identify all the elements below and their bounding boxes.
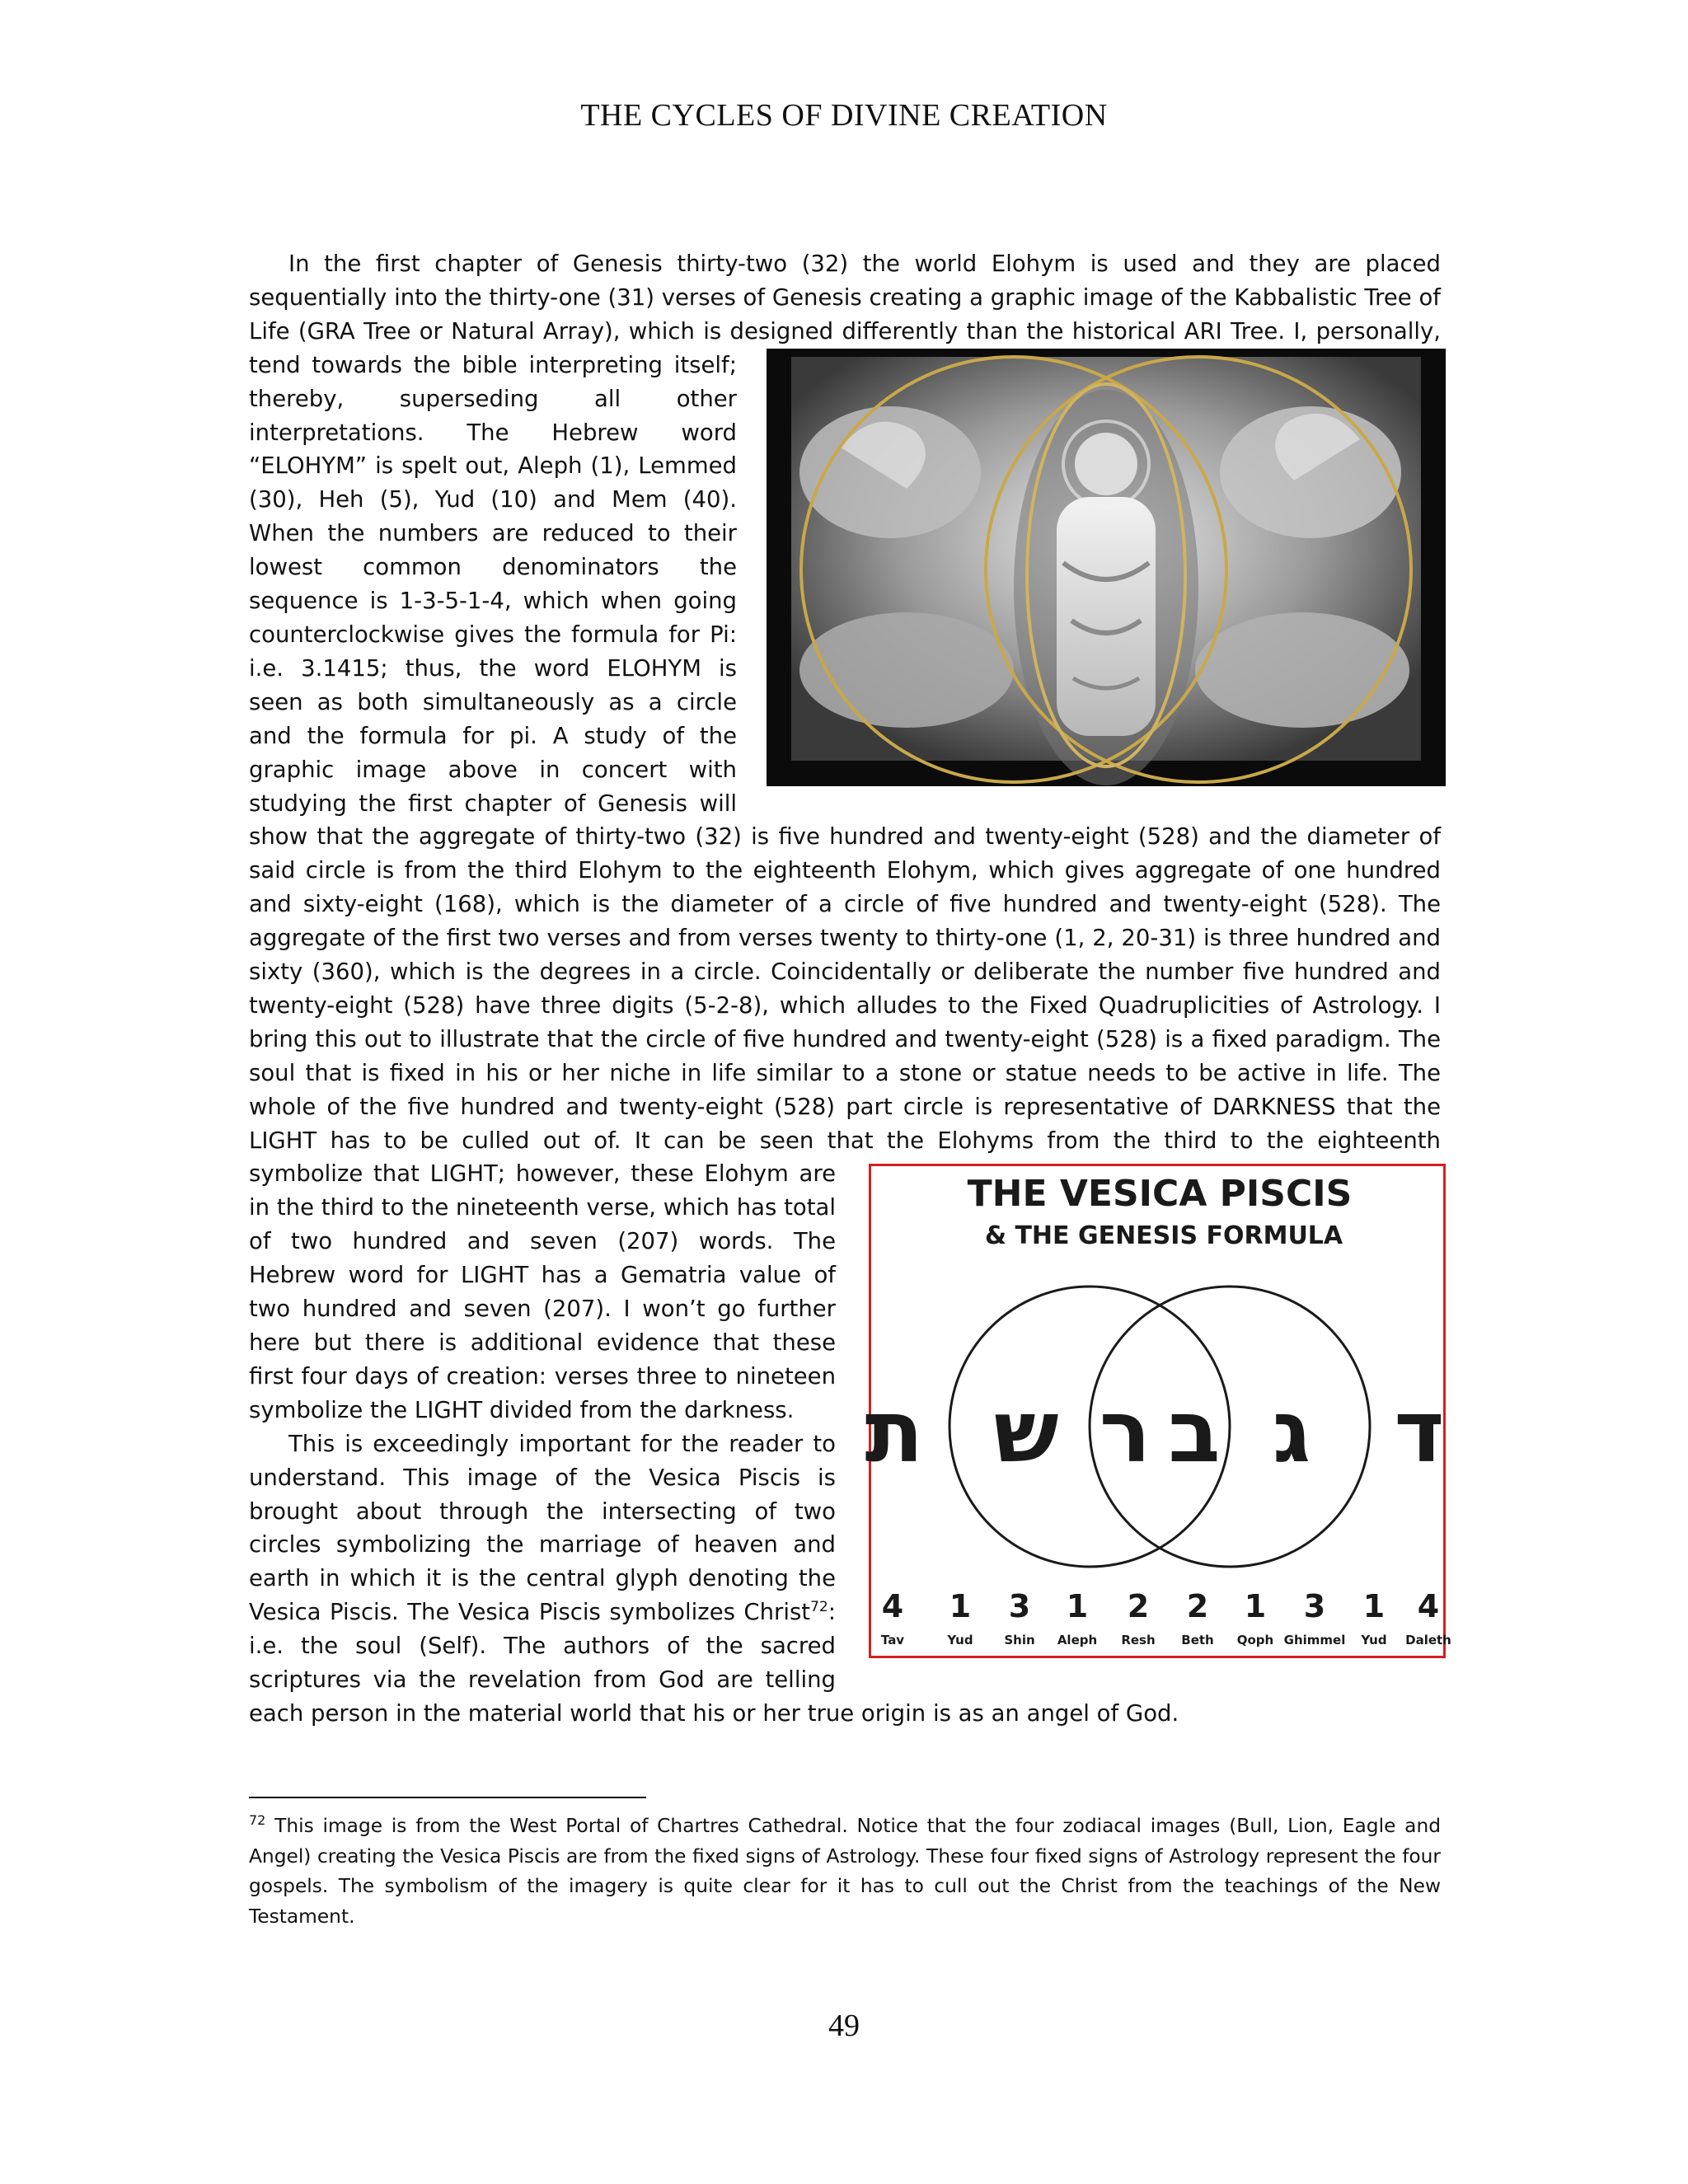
hebrew-letter: ש xyxy=(993,1381,1059,1483)
chartres-relief-image xyxy=(767,349,1446,786)
hebrew-letter: ב xyxy=(1168,1381,1221,1483)
vesica-subtitle: & THE GENESIS FORMULA xyxy=(984,1221,1343,1251)
letter-value: 4 xyxy=(881,1588,904,1625)
letter-name: Beth xyxy=(1181,1633,1214,1648)
p2-text: This is exceedingly important for the reader to understand. This image of the Vesica Piscis is brought about through the intersecting of two circles symbolizing the marriage of heaven and earth in which it is the central glyph denoting the Vesica Piscis. The Vesica Piscis symbolizes Christ xyxy=(249,1430,836,1626)
letter-name: Ghimmel xyxy=(1283,1633,1346,1648)
vesica-piscis-figure xyxy=(865,1164,1451,1658)
p1-text: tend towards the bible interpreting itself; thereby, superseding all other interpretations. The Hebrew word “ELOHYM” is spelt out, Aleph (1), Lemmed (30), Heh (5), Yud (10) and Mem (40). When the numbers are reduced to their lowest common denominators the sequence is 1-3-5-1-4, which when going counterclockwise gives the formula for Pi: i.e. 3.1415; thus, the word ELOHYM is seen as both simultaneously as a circle and the formula for pi. A study of the graphic image above in concert with studying the first chapter of Genesis will show that the aggregate of thirty-two (32) is five hundred and twenty-eight (528) and the diameter of said circle is from the third Elohym to the eighteenth Elohym, which gives aggregate of one hundred and sixty-eight (168), which is the diameter of a circle of five hundred and twenty-eight (528). The aggregate of the first two verses and from verses twenty to thirty-one (1, 2, 20-31) is three hundred and sixty (360), which is the degrees in a circle. Coincidentally or deliberate the number five hundred and twenty-eight (528) have three digits (5-2-8), which alludes to the Fixed Quadruplicities of Astrology. I bring this out to illustrate that the circle of five hundred and twenty-eight (528) is a fixed paradigm. The soul that is fixed in his or her niche in life similar to a stone or statue needs to be active in life. The whole of the five hundred and twenty-eight (528) part circle is representative of DARKNESS that the LIGHT has to be culled out of. It can be seen that the Elohyms from the third to the xyxy=(249,351,1441,1154)
page-number: 49 xyxy=(828,2008,860,2043)
letter-value: 4 xyxy=(1417,1588,1440,1625)
hebrew-letter: ג xyxy=(1272,1381,1311,1483)
footnote-text: This image is from the West Portal of Chartres Cathedral. Notice that the four zodiacal images (Bull, Lion, Eagle and Angel) creating the Vesica Piscis are from the fixed signs of Astrology. These four fixed signs of Astrology represent the four gospels. The symbolism of the imagery is quite clear for it has to cull out the Christ from the teachings of the New Testament. xyxy=(249,1815,1441,1928)
article-flow xyxy=(249,247,1451,1731)
letter-value: 1 xyxy=(1244,1588,1267,1625)
footnote-marker: 72 xyxy=(249,1812,266,1829)
letter-value: 2 xyxy=(1186,1588,1209,1625)
letter-name: Qoph xyxy=(1236,1633,1274,1648)
vesica-diagram xyxy=(865,1166,1451,1656)
hebrew-letter: ת xyxy=(865,1381,924,1483)
hebrew-letter: ד xyxy=(1394,1381,1445,1483)
letter-name: Aleph xyxy=(1057,1633,1098,1648)
letter-value: 3 xyxy=(1008,1588,1031,1625)
letter-name: Tav xyxy=(880,1633,905,1648)
p1-lead: In the first chapter of Genesis thirty-two (32) the world Elohym is used and they are placed sequentially into the thirty-one (31) verses of Genesis creating a graphic image of the Kabbalistic Tree of Life (GRA Tree or Natural Array), which is designed differently than the historical ARI Tree. I, personally, xyxy=(249,251,1441,344)
letter-name: Resh xyxy=(1121,1633,1156,1648)
letter-value: 2 xyxy=(1127,1588,1150,1625)
letter-value: 1 xyxy=(1066,1588,1089,1625)
letter-name: Yud xyxy=(947,1633,973,1648)
letter-name: Shin xyxy=(1004,1633,1035,1648)
chartres-portal-photo xyxy=(767,349,1446,786)
letter-name: Daleth xyxy=(1405,1633,1451,1648)
vesica-title: THE VESICA PISCIS xyxy=(967,1173,1353,1216)
p1-tail: eighteenth symbolize that LIGHT; however, these Elohym are in the third to the nineteenth verse, which has total of two hundred and seven (207) words. The Hebrew word for LIGHT has a Gematria value of two hundred and seven (207). I won’t go further here but there is additional evidence that these first four days of creation: verses three to nineteen symbolize the LIGHT divided from the darkness. xyxy=(249,1127,1441,1423)
footnote-reference[interactable]: 72 xyxy=(810,1599,828,1616)
footnote xyxy=(249,1811,1441,1932)
letter-name: Yud xyxy=(1361,1633,1387,1648)
p2-text-end: : i.e. the soul (Self). The authors of the sacred scriptures via the revelation from God are telling each person in the material world that his or her true origin is as an angel of God. xyxy=(249,1599,1179,1727)
letter-value: 1 xyxy=(1362,1588,1386,1625)
running-header: THE CYCLES OF DIVINE CREATION xyxy=(580,98,1108,133)
footnote-rule xyxy=(249,1797,646,1798)
letter-value: 1 xyxy=(949,1588,972,1625)
letter-value: 3 xyxy=(1303,1588,1326,1625)
hebrew-letter: ר xyxy=(1099,1381,1151,1483)
